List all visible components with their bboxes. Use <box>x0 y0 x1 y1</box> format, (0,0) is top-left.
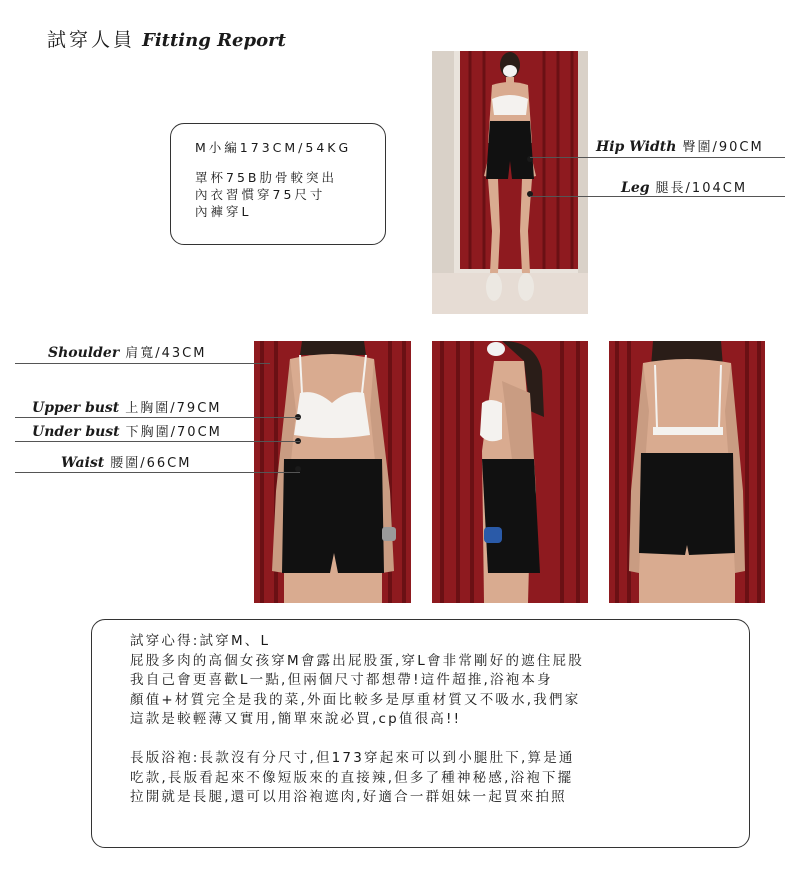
profile-cup-size: 罩杯75B肋骨較突出 <box>195 170 337 185</box>
review-line: 長版浴袍:長款沒有分尺寸,但173穿起來可以到小腿肚下,算是通 <box>130 750 575 766</box>
review-line: 這款是較輕薄又實用,簡單來說必買,cp值很高!! <box>130 711 462 727</box>
profile-bra-size: 內衣習慣穿75尺寸 <box>195 187 326 202</box>
fitting-review-box <box>91 619 750 848</box>
full-body-front-photo <box>432 51 588 314</box>
profile-height-weight: M小編173CM/54KG <box>195 140 352 155</box>
shoulder-label <box>48 342 206 361</box>
under-bust-line <box>15 441 300 442</box>
title-english: Fitting Report <box>142 30 286 51</box>
upper-bust-label <box>32 397 221 416</box>
waist-en: Waist <box>61 455 105 471</box>
upper-bust-line <box>15 417 300 418</box>
review-line: 屁股多肉的高個女孩穿M會露出屁股蛋,穿L會非常剛好的遮住屁股 <box>130 652 584 669</box>
shoulder-en: Shoulder <box>48 345 120 361</box>
shoulder-value: 肩寬/43CM <box>125 346 207 361</box>
profile-panty-size: 內褲穿L <box>195 204 252 219</box>
hip-width-line <box>530 157 785 158</box>
title-chinese: 試穿人員 <box>47 29 136 51</box>
leg-length-line <box>530 196 785 197</box>
upper-bust-en: Upper bust <box>32 400 120 416</box>
under-bust-value: 下胸圍/70CM <box>125 425 222 440</box>
hip-width-en: Hip Width <box>596 139 677 155</box>
review-line: 我自己會更喜歡L一點,但兩個尺寸都想帶!這件超推,浴袍本身 <box>130 672 553 688</box>
model-profile-box <box>170 123 386 245</box>
waist-value: 腰圍/66CM <box>110 456 192 471</box>
under-bust-en: Under bust <box>32 424 120 440</box>
paragraph-gap <box>130 730 749 750</box>
leg-length-en: Leg <box>621 180 650 196</box>
side-profile-photo <box>432 341 588 603</box>
leg-length-value: 腿長/104CM <box>655 181 748 196</box>
hip-width-label <box>596 136 764 155</box>
waist-label <box>61 452 191 471</box>
under-bust-label <box>32 421 222 440</box>
shoulder-line <box>15 363 270 364</box>
waist-line <box>15 472 300 473</box>
upper-bust-value: 上胸圍/79CM <box>125 401 222 416</box>
hip-width-value: 臀圍/90CM <box>682 140 764 155</box>
review-line: 顏值+材質完全是我的菜,外面比較多是厚重材質又不吸水,我們家 <box>130 691 581 708</box>
back-view-photo <box>609 341 765 603</box>
leg-length-label <box>621 177 747 196</box>
page-title <box>47 25 286 52</box>
review-line: 吃款,長版看起來不像短版來的直接辣,但多了種神秘感,浴袍下擺 <box>130 769 574 786</box>
review-line: 拉開就是長腿,還可以用浴袍遮肉,好適合一群姐妹一起買來拍照 <box>130 789 567 805</box>
review-heading: 試穿心得:試穿M、L <box>130 633 271 649</box>
